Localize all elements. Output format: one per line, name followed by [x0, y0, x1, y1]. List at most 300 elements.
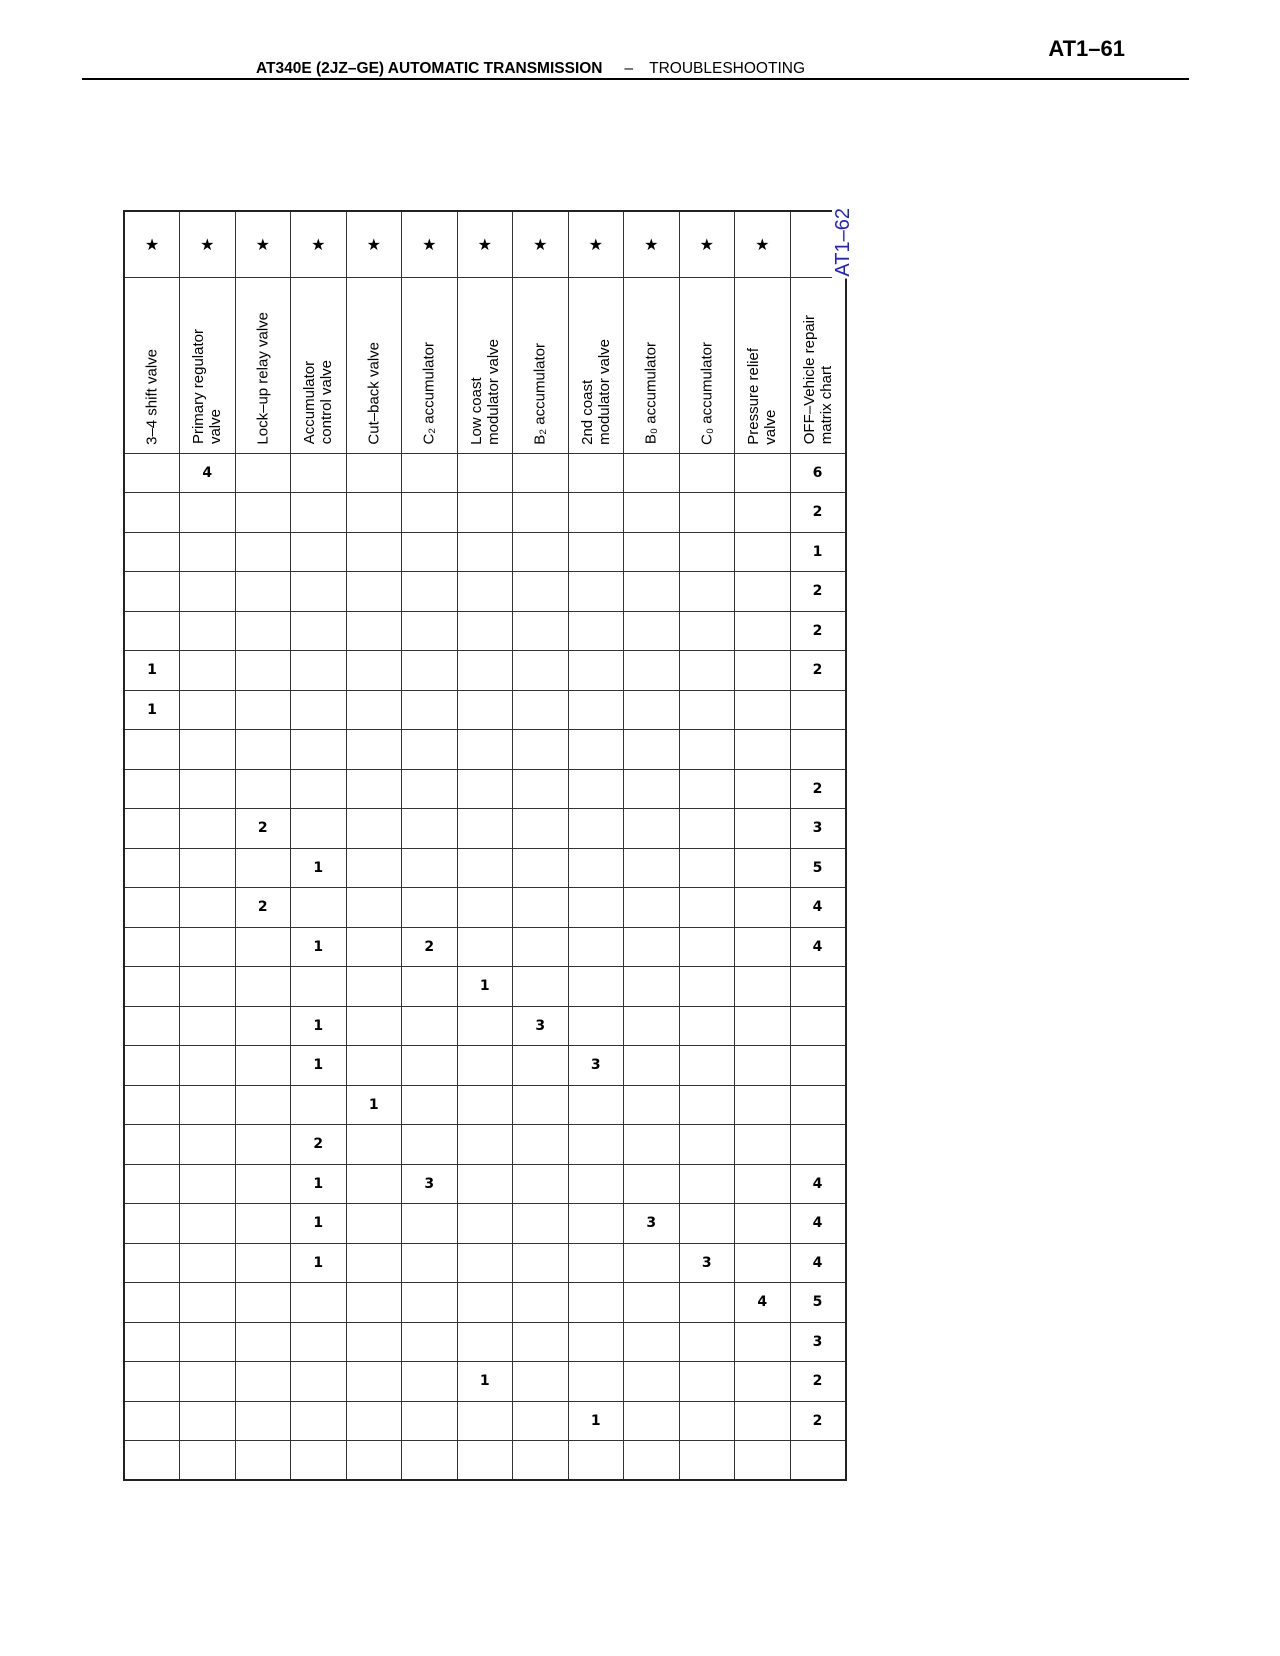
- table-cell: [513, 651, 569, 691]
- table-cell: [457, 1125, 513, 1165]
- table-cell: [124, 1006, 180, 1046]
- table-cell: 1: [291, 927, 347, 967]
- table-cell: [291, 1322, 347, 1362]
- table-cell: [568, 1322, 624, 1362]
- table-cell: [402, 611, 458, 651]
- table-cell: [180, 532, 236, 572]
- column-header-cell: [679, 277, 735, 453]
- table-cell: [291, 453, 347, 493]
- table-cell: [457, 927, 513, 967]
- table-cell: [679, 1401, 735, 1441]
- header-rule: [82, 78, 1189, 80]
- table-cell: [180, 927, 236, 967]
- table-cell: [235, 1125, 291, 1165]
- table-cell: [679, 611, 735, 651]
- table-cell: [402, 888, 458, 928]
- table-cell: 1: [291, 1204, 347, 1244]
- table-cell: 4: [790, 1164, 846, 1204]
- table-cell: [735, 453, 791, 493]
- table-cell: [124, 967, 180, 1007]
- table-cell: [235, 1283, 291, 1323]
- table-cell: [568, 809, 624, 849]
- table-cell: 2: [235, 888, 291, 928]
- table-cell: [568, 1006, 624, 1046]
- table-cell: 1: [568, 1401, 624, 1441]
- table-cell: [124, 1243, 180, 1283]
- table-row: [124, 1085, 846, 1125]
- table-cell: [124, 769, 180, 809]
- table-cell: [235, 690, 291, 730]
- table-cell: [679, 809, 735, 849]
- table-cell: [457, 888, 513, 928]
- table-cell: [568, 1125, 624, 1165]
- table-row: [124, 1164, 846, 1204]
- table-cell: 1: [790, 532, 846, 572]
- table-cell: [291, 1085, 347, 1125]
- table-cell: 4: [180, 453, 236, 493]
- ref-page-link[interactable]: AT1–62: [832, 208, 854, 277]
- table-cell: [513, 967, 569, 1007]
- table-cell: [180, 848, 236, 888]
- table-row: [124, 1362, 846, 1402]
- table-cell: 3: [790, 809, 846, 849]
- table-cell: [513, 888, 569, 928]
- table-cell: 2: [235, 809, 291, 849]
- table-cell: [624, 1362, 680, 1402]
- table-cell: [513, 1046, 569, 1086]
- table-cell: [235, 1322, 291, 1362]
- table-row: [124, 1046, 846, 1086]
- table-cell: [735, 493, 791, 533]
- table-cell: [346, 1243, 402, 1283]
- star-mark-cell: ★: [346, 211, 402, 277]
- table-cell: [402, 453, 458, 493]
- table-cell: [235, 730, 291, 770]
- table-cell: [235, 1046, 291, 1086]
- table-row: [124, 769, 846, 809]
- table-cell: [735, 611, 791, 651]
- star-mark-cell: ★: [180, 211, 236, 277]
- star-mark-cell: ★: [402, 211, 458, 277]
- table-cell: 2: [402, 927, 458, 967]
- table-cell: 3: [513, 1006, 569, 1046]
- table-cell: [457, 690, 513, 730]
- table-cell: [180, 690, 236, 730]
- table-cell: [624, 1006, 680, 1046]
- table-row: [124, 1006, 846, 1046]
- table-cell: [679, 1441, 735, 1481]
- table-cell: [235, 1401, 291, 1441]
- table-cell: [457, 730, 513, 770]
- table-cell: [513, 572, 569, 612]
- table-cell: [402, 1085, 458, 1125]
- table-cell: [180, 1362, 236, 1402]
- table-cell: [235, 572, 291, 612]
- table-cell: [679, 1204, 735, 1244]
- column-header-label: C₂ accumulator: [420, 341, 438, 445]
- table-cell: [402, 1006, 458, 1046]
- table-cell: [735, 1125, 791, 1165]
- table-cell: [180, 769, 236, 809]
- table-cell: [513, 1283, 569, 1323]
- table-cell: [291, 888, 347, 928]
- table-cell: 1: [291, 1006, 347, 1046]
- table-cell: 4: [735, 1283, 791, 1323]
- table-cell: [180, 1125, 236, 1165]
- table-cell: [291, 1283, 347, 1323]
- table-row: [124, 651, 846, 691]
- table-cell: 3: [568, 1046, 624, 1086]
- table-cell: [180, 493, 236, 533]
- table-cell: [124, 493, 180, 533]
- table-cell: [735, 1243, 791, 1283]
- column-header-cell: [235, 277, 291, 453]
- table-cell: [180, 1243, 236, 1283]
- table-cell: [624, 690, 680, 730]
- table-cell: [124, 927, 180, 967]
- table-row: [124, 1125, 846, 1165]
- table-cell: 4: [790, 1204, 846, 1244]
- column-header-label: Lock–up relay valve: [254, 311, 272, 445]
- table-cell: [180, 1046, 236, 1086]
- table-cell: [624, 1401, 680, 1441]
- table-cell: [513, 453, 569, 493]
- table-cell: [513, 1204, 569, 1244]
- table-cell: [457, 1401, 513, 1441]
- table-cell: [624, 532, 680, 572]
- table-cell: [235, 1362, 291, 1402]
- table-cell: [513, 1164, 569, 1204]
- table-cell: [180, 651, 236, 691]
- table-row: [124, 1283, 846, 1323]
- column-header-cell: [735, 277, 791, 453]
- column-header-cell: [180, 277, 236, 453]
- table-cell: [568, 769, 624, 809]
- inspection-matrix-table: [123, 210, 847, 1481]
- table-cell: [457, 1006, 513, 1046]
- table-row: [124, 809, 846, 849]
- table-cell: [346, 1362, 402, 1402]
- table-cell: [402, 572, 458, 612]
- table-cell: [291, 730, 347, 770]
- table-cell: [624, 493, 680, 533]
- table-row: [124, 927, 846, 967]
- table-cell: [180, 1441, 236, 1481]
- table-row: [124, 848, 846, 888]
- table-cell: [457, 1322, 513, 1362]
- table-cell: [735, 927, 791, 967]
- table-cell: [402, 730, 458, 770]
- table-cell: [235, 1164, 291, 1204]
- table-cell: [624, 927, 680, 967]
- table-cell: [180, 611, 236, 651]
- table-cell: [679, 927, 735, 967]
- table-cell: [402, 1441, 458, 1481]
- table-cell: [291, 572, 347, 612]
- table-cell: [180, 1204, 236, 1244]
- table-cell: [346, 690, 402, 730]
- table-cell: [124, 1204, 180, 1244]
- table-cell: [291, 651, 347, 691]
- table-cell: [346, 730, 402, 770]
- column-header-label: Primary regulator valve: [190, 329, 225, 445]
- column-header-cell: [624, 277, 680, 453]
- table-cell: [291, 769, 347, 809]
- table-cell: [457, 1283, 513, 1323]
- column-header-cell: [513, 277, 569, 453]
- table-cell: [457, 453, 513, 493]
- header-section: TROUBLESHOOTING: [649, 60, 806, 77]
- table-cell: [402, 493, 458, 533]
- table-row: [124, 888, 846, 928]
- table-cell: [624, 1085, 680, 1125]
- table-cell: [513, 1322, 569, 1362]
- table-cell: [346, 927, 402, 967]
- table-cell: [624, 611, 680, 651]
- table-cell: [235, 1441, 291, 1481]
- table-cell: [624, 730, 680, 770]
- table-cell: [124, 1164, 180, 1204]
- table-cell: [568, 1441, 624, 1481]
- table-cell: [679, 1085, 735, 1125]
- table-cell: 1: [457, 967, 513, 1007]
- table-cell: [624, 1046, 680, 1086]
- table-cell: [124, 532, 180, 572]
- table-cell: [513, 493, 569, 533]
- table-cell: [124, 1125, 180, 1165]
- table-cell: [124, 1085, 180, 1125]
- table-cell: [235, 1204, 291, 1244]
- table-cell: [624, 888, 680, 928]
- table-cell: [513, 1362, 569, 1402]
- table-cell: [735, 1204, 791, 1244]
- table-cell: [513, 1441, 569, 1481]
- table-cell: [624, 769, 680, 809]
- table-cell: [346, 611, 402, 651]
- table-cell: [402, 1362, 458, 1402]
- table-cell: [346, 809, 402, 849]
- table-cell: [568, 848, 624, 888]
- table-cell: [402, 1204, 458, 1244]
- table-cell: [679, 1006, 735, 1046]
- table-cell: [513, 532, 569, 572]
- table-cell: [568, 651, 624, 691]
- table-cell: [180, 1283, 236, 1323]
- star-mark-cell: ★: [679, 211, 735, 277]
- star-mark-cell: ★: [124, 211, 180, 277]
- table-cell: [513, 848, 569, 888]
- table-cell: [735, 769, 791, 809]
- table-cell: [679, 888, 735, 928]
- table-row: [124, 1322, 846, 1362]
- table-cell: [624, 651, 680, 691]
- table-cell: [735, 572, 791, 612]
- header-title: AT340E (2JZ–GE) AUTOMATIC TRANSMISSION: [256, 60, 603, 77]
- table-cell: [346, 848, 402, 888]
- column-header-label: 2nd coast modulator valve: [578, 338, 613, 445]
- table-cell: [402, 690, 458, 730]
- table-cell: [346, 1441, 402, 1481]
- table-cell: [124, 1441, 180, 1481]
- star-mark-cell: ★: [513, 211, 569, 277]
- table-cell: [235, 453, 291, 493]
- table-cell: [291, 611, 347, 651]
- table-cell: [291, 690, 347, 730]
- table-cell: [679, 1046, 735, 1086]
- table-cell: [402, 532, 458, 572]
- table-cell: [735, 1164, 791, 1204]
- table-cell: [624, 572, 680, 612]
- table-cell: [679, 730, 735, 770]
- table-cell: [568, 1204, 624, 1244]
- table-cell: [624, 1125, 680, 1165]
- table-cell: 3: [790, 1322, 846, 1362]
- table-cell: [624, 848, 680, 888]
- table-cell: [402, 1243, 458, 1283]
- table-cell: [457, 651, 513, 691]
- table-cell: [291, 532, 347, 572]
- table-cell: 3: [402, 1164, 458, 1204]
- table-cell: 2: [790, 651, 846, 691]
- table-cell: [735, 1441, 791, 1481]
- table-cell: [346, 1322, 402, 1362]
- table-row: [124, 532, 846, 572]
- table-cell: [624, 1164, 680, 1204]
- table-cell: [568, 1243, 624, 1283]
- table-cell: [679, 769, 735, 809]
- star-mark-cell: ★: [235, 211, 291, 277]
- table-cell: [124, 1322, 180, 1362]
- table-row: [124, 690, 846, 730]
- table-cell: 2: [790, 611, 846, 651]
- column-header-label: OFF–Vehicle repair matrix chart: [800, 315, 835, 445]
- table-cell: [346, 493, 402, 533]
- table-cell: [457, 848, 513, 888]
- table-cell: 4: [790, 888, 846, 928]
- table-cell: [457, 1204, 513, 1244]
- table-cell: [402, 1322, 458, 1362]
- table-cell: 1: [457, 1362, 513, 1402]
- star-mark-cell: ★: [457, 211, 513, 277]
- page-number: AT1–61: [1048, 36, 1125, 61]
- table-cell: [235, 1006, 291, 1046]
- table-cell: 1: [291, 1164, 347, 1204]
- table-cell: [513, 730, 569, 770]
- table-cell: [624, 1322, 680, 1362]
- table-cell: [624, 1283, 680, 1323]
- table-cell: [124, 1362, 180, 1402]
- table-cell: [346, 1164, 402, 1204]
- table-cell: [568, 730, 624, 770]
- table-cell: [457, 493, 513, 533]
- table-cell: [790, 1085, 846, 1125]
- table-cell: 2: [790, 1362, 846, 1402]
- table-cell: [568, 1362, 624, 1402]
- column-header-label: Low coast modulator valve: [467, 338, 502, 445]
- table-cell: [235, 532, 291, 572]
- table-cell: [457, 1441, 513, 1481]
- table-cell: [402, 1125, 458, 1165]
- table-row: [124, 1243, 846, 1283]
- table-cell: [679, 848, 735, 888]
- table-cell: [235, 611, 291, 651]
- table-cell: [513, 690, 569, 730]
- table-cell: [291, 1362, 347, 1402]
- table-cell: [124, 1283, 180, 1323]
- table-cell: 1: [346, 1085, 402, 1125]
- table-cell: [735, 1006, 791, 1046]
- table-cell: 6: [790, 453, 846, 493]
- column-header-label: Accumulator control valve: [301, 360, 336, 445]
- table-cell: [568, 532, 624, 572]
- table-cell: 1: [124, 651, 180, 691]
- table-cell: [402, 967, 458, 1007]
- table-cell: [346, 1283, 402, 1323]
- column-header-cell: [291, 277, 347, 453]
- table-cell: [568, 967, 624, 1007]
- table-cell: [679, 690, 735, 730]
- column-header-label: C₀ accumulator: [698, 341, 716, 445]
- table-cell: [790, 730, 846, 770]
- table-cell: [513, 611, 569, 651]
- column-header-cell: [457, 277, 513, 453]
- table-cell: [513, 769, 569, 809]
- table-cell: 2: [790, 493, 846, 533]
- table-cell: [624, 453, 680, 493]
- table-cell: [735, 967, 791, 1007]
- table-cell: [346, 532, 402, 572]
- table-cell: [624, 1441, 680, 1481]
- table-cell: [568, 493, 624, 533]
- column-header-cell: [346, 277, 402, 453]
- table-cell: [790, 1125, 846, 1165]
- table-cell: [402, 809, 458, 849]
- table-cell: [513, 1125, 569, 1165]
- table-cell: [235, 769, 291, 809]
- table-cell: 5: [790, 1283, 846, 1323]
- column-header-label: B₀ accumulator: [642, 342, 660, 445]
- table-cell: [180, 1322, 236, 1362]
- table-row: [124, 967, 846, 1007]
- table-cell: [624, 809, 680, 849]
- header-separator: –: [624, 60, 634, 77]
- table-cell: 5: [790, 848, 846, 888]
- table-cell: [624, 1243, 680, 1283]
- table-cell: 2: [790, 769, 846, 809]
- star-mark-cell: ★: [624, 211, 680, 277]
- table-cell: 2: [291, 1125, 347, 1165]
- table-cell: [513, 927, 569, 967]
- column-header-label: 3–4 shift valve: [143, 348, 161, 445]
- table-cell: [346, 572, 402, 612]
- table-row: [124, 611, 846, 651]
- table-cell: [735, 1401, 791, 1441]
- table-cell: [235, 927, 291, 967]
- table-cell: [679, 572, 735, 612]
- table-cell: [790, 690, 846, 730]
- table-cell: [457, 1046, 513, 1086]
- table-row: [124, 572, 846, 612]
- table-cell: [124, 848, 180, 888]
- table-cell: [180, 1164, 236, 1204]
- table-cell: [790, 1441, 846, 1481]
- table-row: [124, 730, 846, 770]
- table-cell: [735, 1085, 791, 1125]
- table-cell: [568, 453, 624, 493]
- table-cell: [346, 651, 402, 691]
- running-header: [256, 60, 805, 78]
- table-cell: [568, 1283, 624, 1323]
